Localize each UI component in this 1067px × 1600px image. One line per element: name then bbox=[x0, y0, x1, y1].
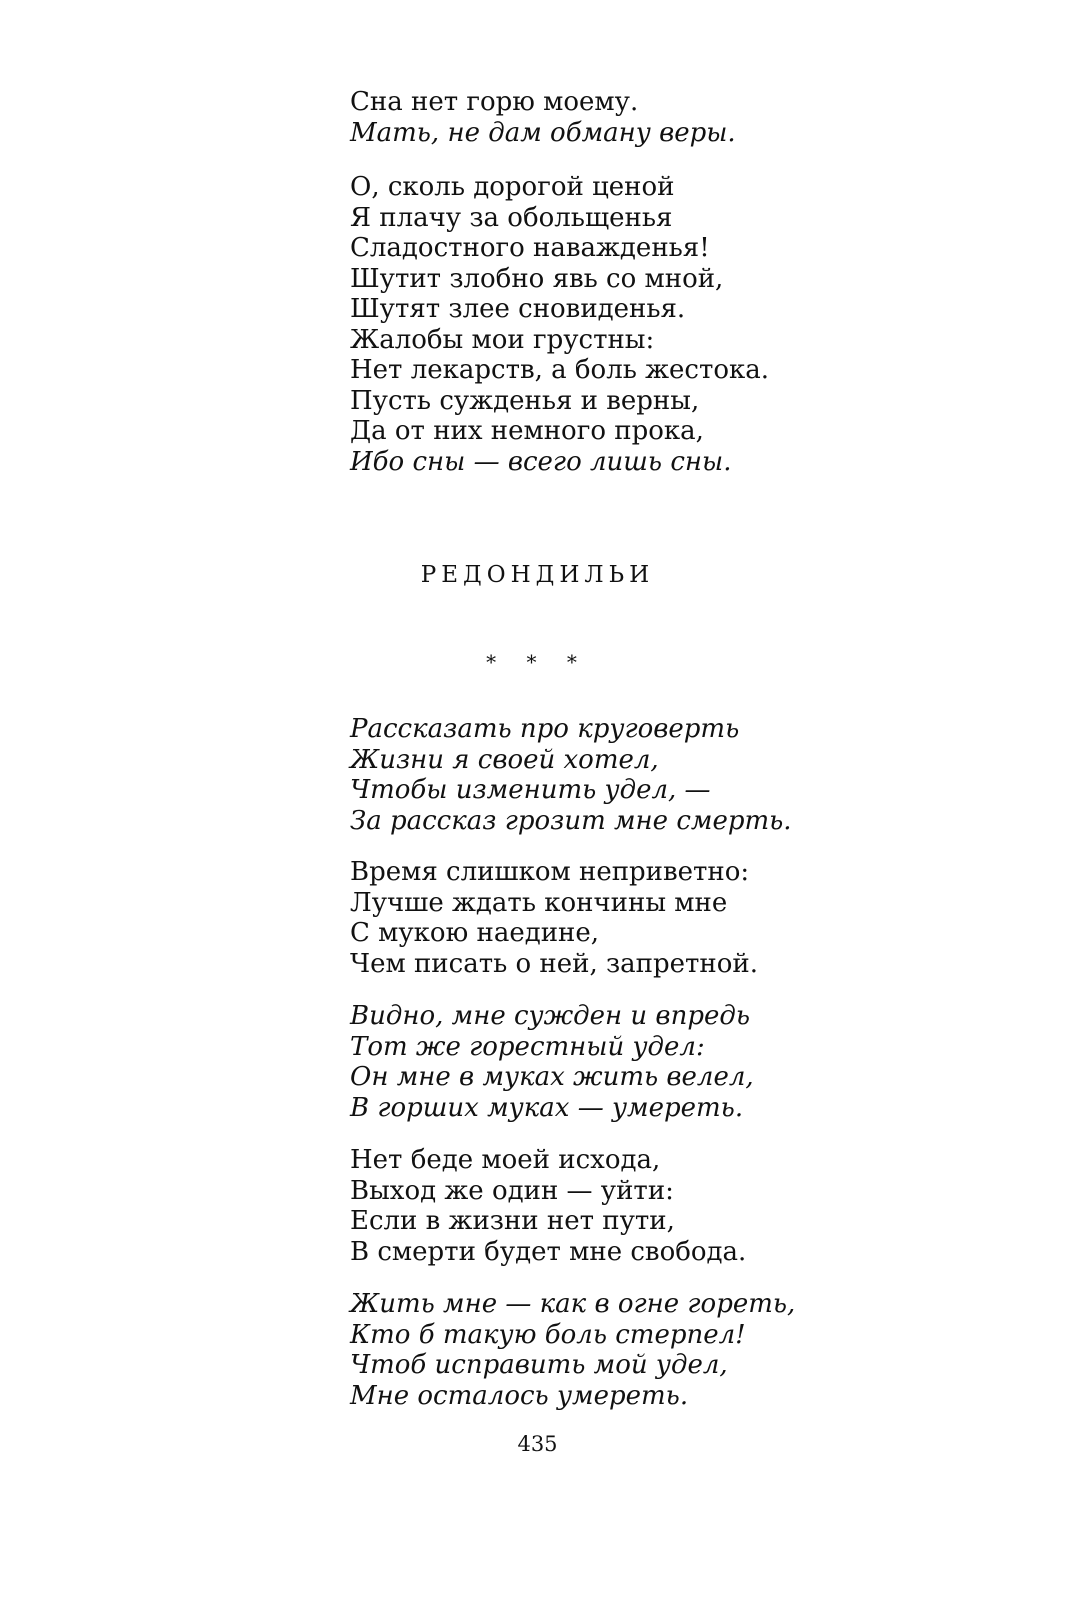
verse-line: Видно, мне сужден и впредь bbox=[350, 1001, 750, 1031]
verse-line: Рассказать про круговерть bbox=[350, 714, 740, 744]
verse-line: Выход же один — уйти: bbox=[350, 1175, 674, 1206]
verse-line: Сладостного наважденья! bbox=[350, 233, 710, 263]
verse-line: Шутят злее сновиденья. bbox=[350, 294, 686, 324]
verse-line: О, сколь дорогой ценой bbox=[350, 172, 675, 202]
page-number: 435 bbox=[517, 1432, 558, 1456]
verse-line: Нет лекарств, а боль жестока. bbox=[350, 355, 770, 385]
verse-line: Мне осталось умереть. bbox=[350, 1380, 689, 1411]
verse-line: С мукою наедине, bbox=[350, 918, 600, 948]
verse-line: Чтобы изменить удел, — bbox=[350, 775, 711, 805]
poem-stanza-5 bbox=[350, 1289, 910, 1411]
poem-stanza-3 bbox=[350, 1001, 910, 1123]
verse-line: Чем писать о ней, запретной. bbox=[350, 948, 758, 979]
verse-line: Да от них немного прока, bbox=[350, 416, 704, 446]
verse-line: Жизни я своей хотел, bbox=[350, 744, 659, 775]
verse-line: Если в жизни нет пути, bbox=[350, 1206, 675, 1236]
section-title: РЕДОНДИЛЬИ bbox=[420, 562, 655, 588]
verse-line: Кто б такую боль стерпел! bbox=[350, 1319, 746, 1350]
verse-line: Ибо сны — всего лишь сны. bbox=[350, 446, 732, 477]
asterism-separator: * * * bbox=[486, 650, 589, 674]
verse-line: Шутит злобно явь со мной, bbox=[350, 263, 724, 294]
verse-line: Он мне в муках жить велел, bbox=[350, 1062, 754, 1092]
verse-line: Чтоб исправить мой удел, bbox=[350, 1350, 728, 1380]
verse-line: Сна нет горю моему. bbox=[350, 87, 639, 117]
poem-stanza-4 bbox=[350, 1145, 910, 1267]
verse-line: Тот же горестный удел: bbox=[350, 1031, 705, 1062]
verse-line: Пусть сужденья и верны, bbox=[350, 385, 700, 416]
verse-line: Лучше ждать кончины мне bbox=[350, 887, 728, 918]
verse-line: В горших муках — умереть. bbox=[350, 1092, 744, 1123]
verse-line: Жить мне — как в огне гореть, bbox=[350, 1289, 796, 1319]
poem-stanza-2 bbox=[350, 857, 910, 979]
verse-line: Жалобы мои грустны: bbox=[350, 324, 655, 355]
verse-line: За рассказ грозит мне смерть. bbox=[350, 805, 792, 836]
stanza-continuation bbox=[350, 87, 910, 148]
verse-line: Время слишком неприветно: bbox=[350, 857, 750, 887]
verse-line: Мать, не дам обману веры. bbox=[350, 117, 736, 148]
verse-line: Я плачу за обольщенья bbox=[350, 202, 673, 233]
stanza bbox=[350, 172, 910, 477]
poem-stanza-1 bbox=[350, 714, 910, 836]
verse-line: В смерти будет мне свобода. bbox=[350, 1236, 747, 1267]
verse-line: Нет беде моей исхода, bbox=[350, 1145, 661, 1175]
